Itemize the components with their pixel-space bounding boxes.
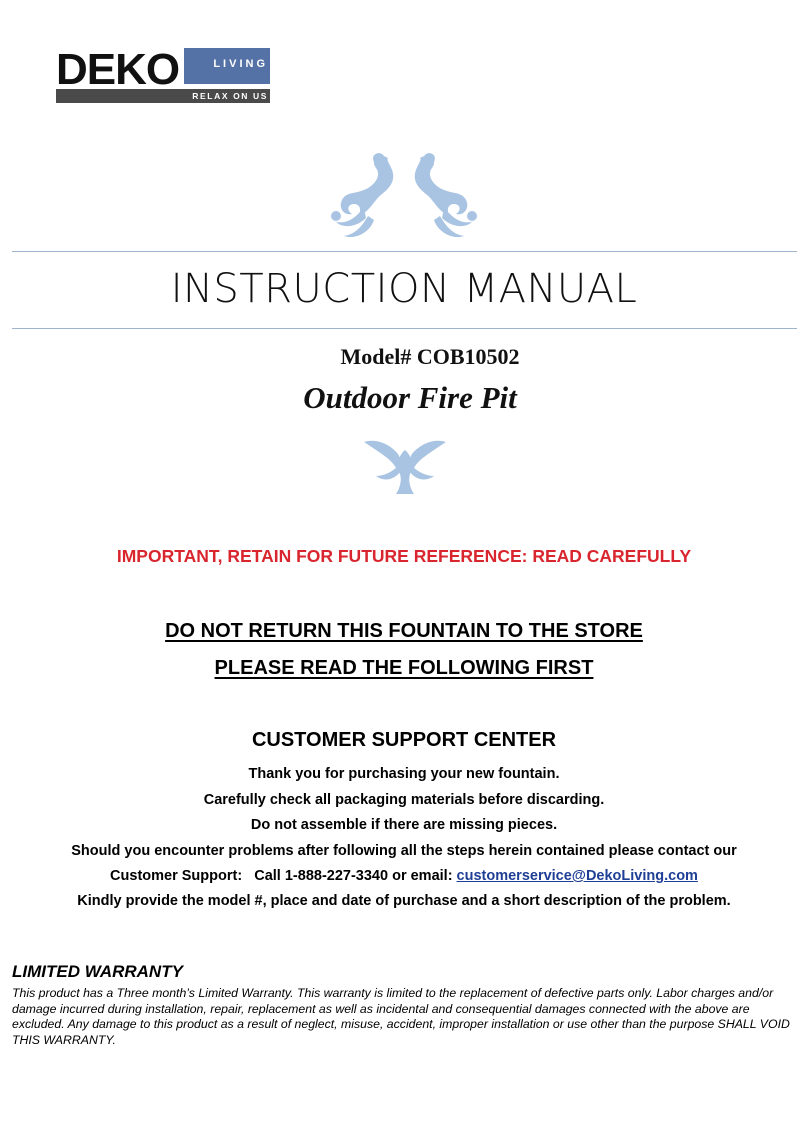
support-line: Kindly provide the model #, place and date of purchase and a short description of the problem. [77,893,731,909]
support-line: Should you encounter problems after following all the steps herein contained please contact our [71,843,737,859]
warranty-text: This product has a Three month’s Limited Warranty. This warranty is limited to the replacement of defective parts only. Labor charges and/or damage incurred during installation, repair, replacement as well as incidental and consequential damages connected with the above are excluded. Any damage to this product as a result of neglect, misuse, accident, improper installation or use other than the purpose SHALL VOID THIS WARRANTY. [12,986,790,1047]
top-rule [12,251,797,252]
page-title: INSTRUCTION MANUAL [170,266,638,312]
warning-no-return: DO NOT RETURN THIS FOUNTAIN TO THE STORE [165,620,643,642]
important-notice: IMPORTANT, RETAIN FOR FUTURE REFERENCE: READ CAREFULLY [116,546,692,566]
support-contact [0,868,808,884]
scroll-ornament-icon [326,150,482,240]
support-line: Do not assemble if there are missing pieces. [250,817,558,833]
logo-tagline: RELAX ON US [192,91,268,101]
bottom-rule [12,328,797,329]
deko-living-logo [56,45,270,104]
leaf-ornament-icon [362,436,448,496]
model-number: Model# COB10502 [340,344,520,369]
support-title: CUSTOMER SUPPORT CENTER [251,729,557,751]
support-line: Thank you for purchasing your new fountain. [248,766,560,782]
logo-sub: LIVING [213,58,268,70]
support-line: Carefully check all packaging materials before discarding. [203,792,605,808]
warning-read-first: PLEASE READ THE FOLLOWING FIRST [214,657,594,679]
warranty-title: LIMITED WARRANTY [12,962,183,981]
logo-brand: DEKO [56,45,180,94]
support-phone: Customer Support: Call 1-888-227-3340 or email: [110,868,457,884]
support-email-link[interactable]: customerservice@DekoLiving.com [456,868,698,884]
product-name: Outdoor Fire Pit [303,380,517,415]
